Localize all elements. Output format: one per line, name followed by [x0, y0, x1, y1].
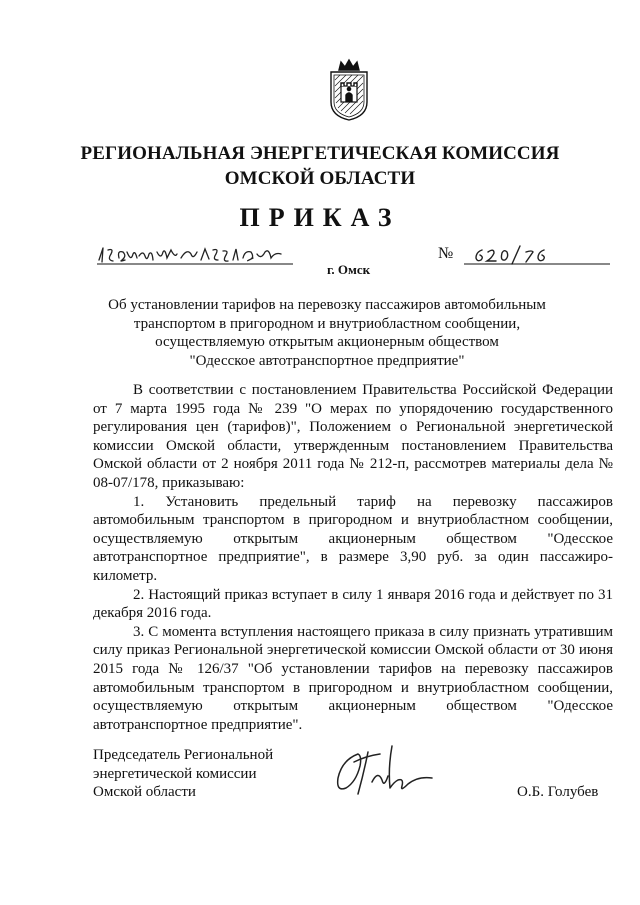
- handwritten-date: [95, 240, 295, 270]
- signer-title-line: Омской области: [93, 784, 196, 801]
- organization-name-line1: РЕГИОНАЛЬНАЯ ЭНЕРГЕТИЧЕСКАЯ КОМИССИЯ: [80, 143, 560, 164]
- document-subject: [90, 296, 564, 370]
- document-number-label: №: [438, 245, 454, 262]
- organization-name-line2: ОМСКОЙ ОБЛАСТИ: [224, 168, 416, 189]
- handwritten-signature-icon: [328, 742, 438, 804]
- subject-line: "Одесское автотранспортное предприятие": [189, 352, 465, 369]
- signer-title-line: Председатель Региональной: [93, 747, 274, 763]
- subject-line: Об установлении тарифов на перевозку пассажиров автомобильным: [108, 297, 546, 313]
- preamble-paragraph: В соответствии с постановлением Правительства Российской Федерации от 7 марта 1995 года № 239 "О мерах по упорядочению государственного регулирования цен (тарифов)", Положением о Региональной энергетической комиссии Омской области, утвержденным постановлением Правительства Омской области от 2 ноября 2011 года № 212-п, рассмотрев материалы дела № 08-07/178, приказываю:: [93, 382, 613, 491]
- signer-name: О.Б. Голубев: [517, 784, 599, 800]
- document-type-title: ПРИКАЗ: [239, 203, 401, 232]
- handwritten-document-number: [462, 240, 612, 270]
- city: г. Омск: [327, 262, 371, 277]
- subject-line: осуществляемую открытым акционерным обществом: [155, 334, 499, 350]
- signer-title-line: энергетической комиссии: [93, 765, 257, 782]
- signer-title: [93, 746, 273, 802]
- document-body: [93, 381, 613, 734]
- subject-line: транспортом в пригородном и внутриобластном сообщении,: [133, 315, 521, 332]
- order-item-1: 1. Установить предельный тариф на перевозку пассажиров автомобильным транспортом в пригородном и внутриобластном сообщении, осуществляемую открытым акционерным обществом "Одесское автотранспортное предприятие", в размере 3,90 руб. за один пассажиро-километр.: [93, 493, 613, 584]
- order-item-2: 2. Настоящий приказ вступает в силу 1 января 2016 года и действует по 31 декабря 2016 года.: [93, 586, 613, 622]
- order-item-3: 3. С момента вступления настоящего приказа в силу признать утратившим силу приказ Региональной энергетической комиссии Омской области от 30 июня 2015 года № 126/37 "Об установлении тарифов на перевозку пассажиров автомобильным транспортом в пригородном и внутриобластном сообщении, осуществляемую открытым акционерным обществом "Одесское автотранспортное предприятие".: [93, 623, 613, 733]
- omsk-coat-of-arms-icon: [326, 58, 372, 122]
